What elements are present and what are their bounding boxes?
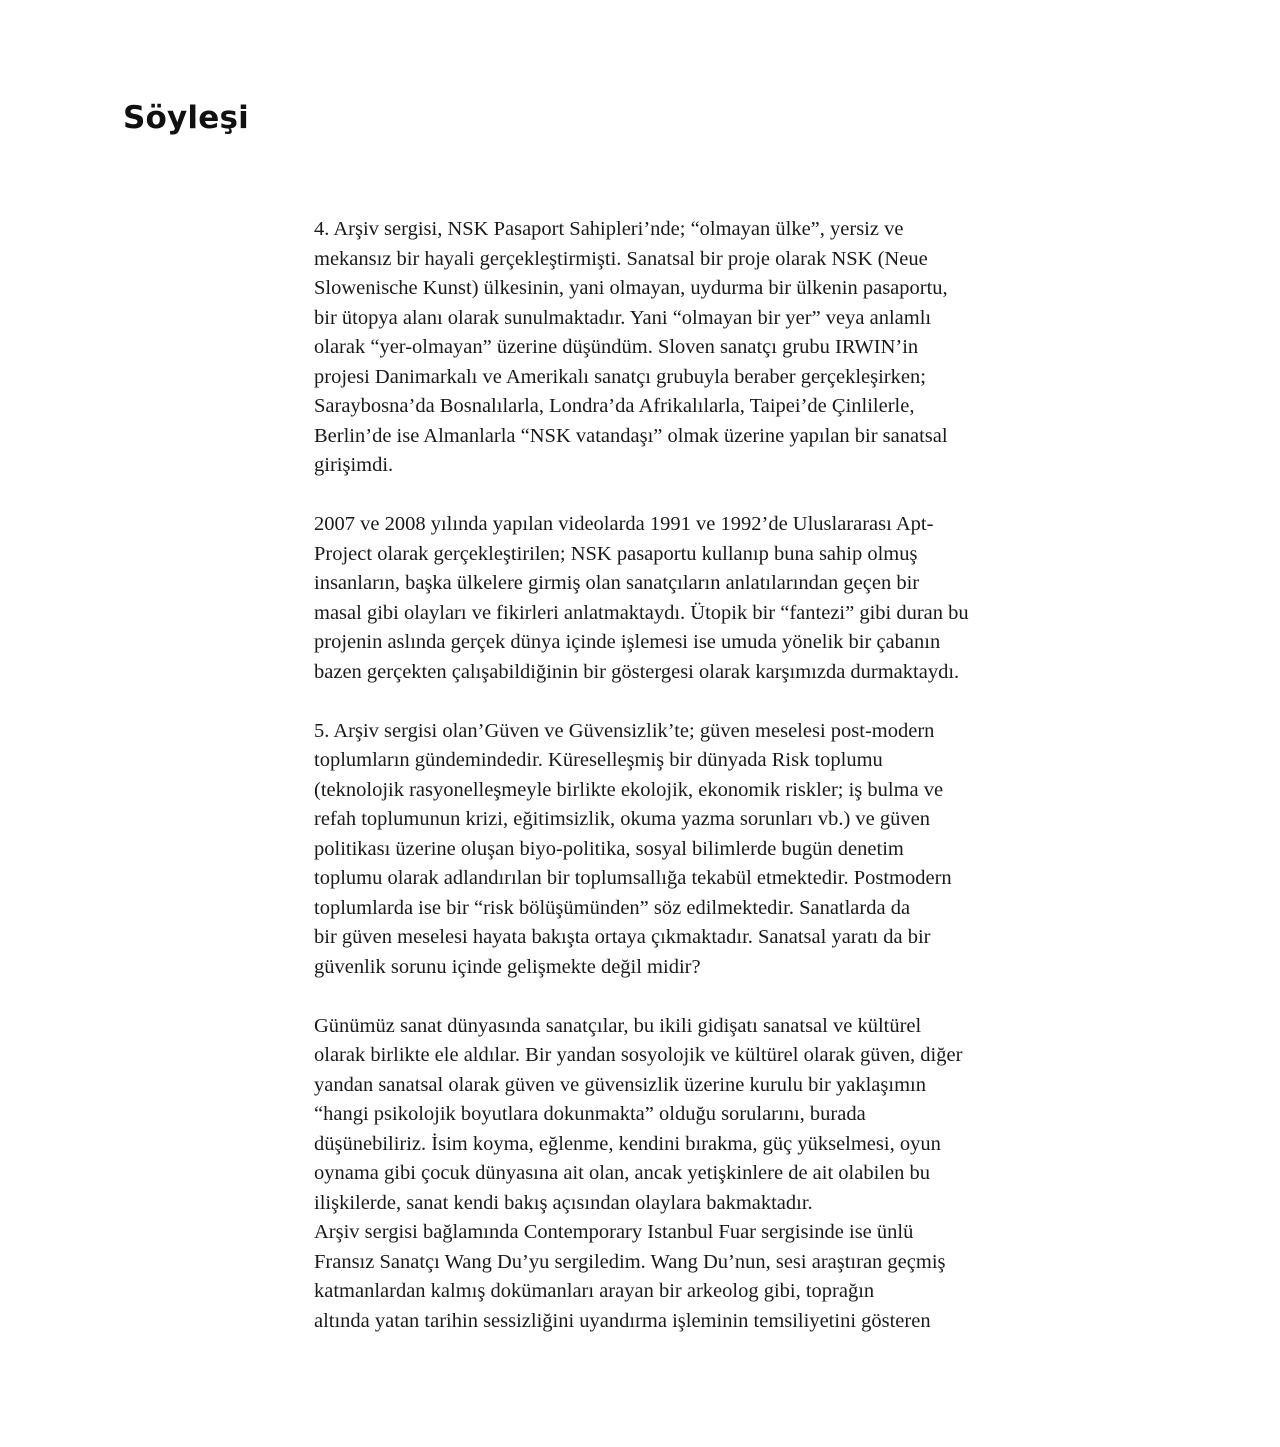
paragraph: [314, 215, 1074, 481]
paragraph: [314, 1012, 1074, 1219]
paragraph: [314, 717, 1074, 983]
text-line: yandan sanatsal olarak güven ve güvensizlik üzerine kurulu bir yaklaşımın: [314, 1073, 926, 1096]
text-line: girişimdi.: [314, 454, 394, 476]
text-line: oynama gibi çocuk dünyasına ait olan, ancak yetişkinlere de ait olabilen bu: [314, 1162, 930, 1184]
text-line: insanların, başka ülkelere girmiş olan sanatçıların anlatılarından geçen bir: [314, 572, 920, 594]
text-line: bazen gerçekten çalışabildiğinin bir göstergesi olarak karşımızda durmaktaydı.: [314, 660, 960, 683]
paragraph: [314, 1218, 1074, 1336]
text-line: (teknolojik rasyonelleşmeyle birlikte ekolojik, ekonomik riskler; iş bulma ve: [314, 778, 944, 801]
page-title: Söyleşi: [123, 100, 249, 136]
text-line: katmanlardan kalmış dokümanları arayan bir arkeolog gibi, toprağın: [314, 1280, 875, 1302]
text-line: Project olarak gerçekleştirilen; NSK pasaportu kullanıp buna sahip olmuş: [314, 542, 918, 565]
text-line: Slowenische Kunst) ülkesinin, yani olmayan, uydurma bir ülkenin pasaportu,: [314, 277, 948, 299]
text-line: olarak birlikte ele aldılar. Bir yandan sosyolojik ve kültürel olarak güven, diğer: [314, 1044, 963, 1066]
text-line: bir ütopya alanı olarak sunulmaktadır. Yani “olmayan bir yer” veya anlamlı: [314, 306, 932, 329]
text-line: düşünebiliriz. İsim koyma, eğlenme, kendini bırakma, güç yükselmesi, oyun: [314, 1132, 941, 1155]
text-line: Fransız Sanatçı Wang Du’yu sergiledim. Wang Du’nun, sesi araştıran geçmiş: [314, 1250, 946, 1273]
text-line: Arşiv sergisi bağlamında Contemporary Istanbul Fuar sergisinde ise ünlü: [314, 1221, 914, 1243]
text-line: Günümüz sanat dünyasında sanatçılar, bu ikili gidişatı sanatsal ve kültürel: [314, 1014, 922, 1037]
text-line: Berlin’de ise Almanlarla “NSK vatandaşı” olmak üzerine yapılan bir sanatsal: [314, 424, 948, 447]
text-line: toplumların gündemindedir. Küreselleşmiş bir dünyada Risk toplumu: [314, 749, 883, 771]
text-line: güvenlik sorunu içinde gelişmekte değil midir?: [314, 955, 701, 978]
text-line: projenin aslında gerçek dünya içinde işlemesi ise umuda yönelik bir çabanın: [314, 631, 941, 653]
article-body: [314, 215, 1074, 1336]
text-line: masal gibi olayları ve fikirleri anlatmaktaydı. Ütopik bir “fantezi” gibi duran bu: [314, 601, 969, 624]
text-line: toplumu olarak adlandırılan bir toplumsallığa tekabül etmektedir. Postmodern: [314, 867, 952, 889]
text-line: politikası üzerine oluşan biyo-politika, sosyal bilimlerde bugün denetim: [314, 837, 904, 860]
text-line: Saraybosna’da Bosnalılarla, Londra’da Afrikalılarla, Taipei’de Çinlilerle,: [314, 395, 915, 417]
text-line: altında yatan tarihin sessizliğini uyandırma işleminin temsiliyetini gösteren: [314, 1309, 931, 1332]
text-line: projesi Danimarkalı ve Amerikalı sanatçı grubuyla beraber gerçekleşirken;: [314, 365, 926, 388]
text-line: olarak “yer-olmayan” üzerine düşündüm. Sloven sanatçı grubu IRWIN’in: [314, 336, 919, 358]
paragraph: [314, 510, 1074, 687]
text-line: mekansız bir hayali gerçekleştirmişti. Sanatsal bir proje olarak NSK (Neue: [314, 247, 928, 270]
text-line: ilişkilerde, sanat kendi bakış açısından olaylara bakmaktadır.: [314, 1191, 813, 1214]
text-line: refah toplumunun krizi, eğitimsizlik, okuma yazma sorunları vb.) ve güven: [314, 808, 930, 830]
text-line: “hangi psikolojik boyutlara dokunmakta” olduğu sorularını, burada: [314, 1103, 866, 1125]
text-line: 5. Arşiv sergisi olan’Güven ve Güvensizlik’te; güven meselesi post-modern: [314, 719, 935, 742]
text-line: toplumlarda ise bir “risk bölüşümünden” söz edilmektedir. Sanatlarda da: [314, 896, 911, 919]
text-line: 2007 ve 2008 yılında yapılan videolarda 1991 ve 1992’de Uluslararası Apt-: [314, 513, 934, 535]
text-line: 4. Arşiv sergisi, NSK Pasaport Sahipleri’nde; “olmayan ülke”, yersiz ve: [314, 218, 904, 240]
text-line: bir güven meselesi hayata bakışta ortaya çıkmaktadır. Sanatsal yaratı da bir: [314, 926, 931, 948]
